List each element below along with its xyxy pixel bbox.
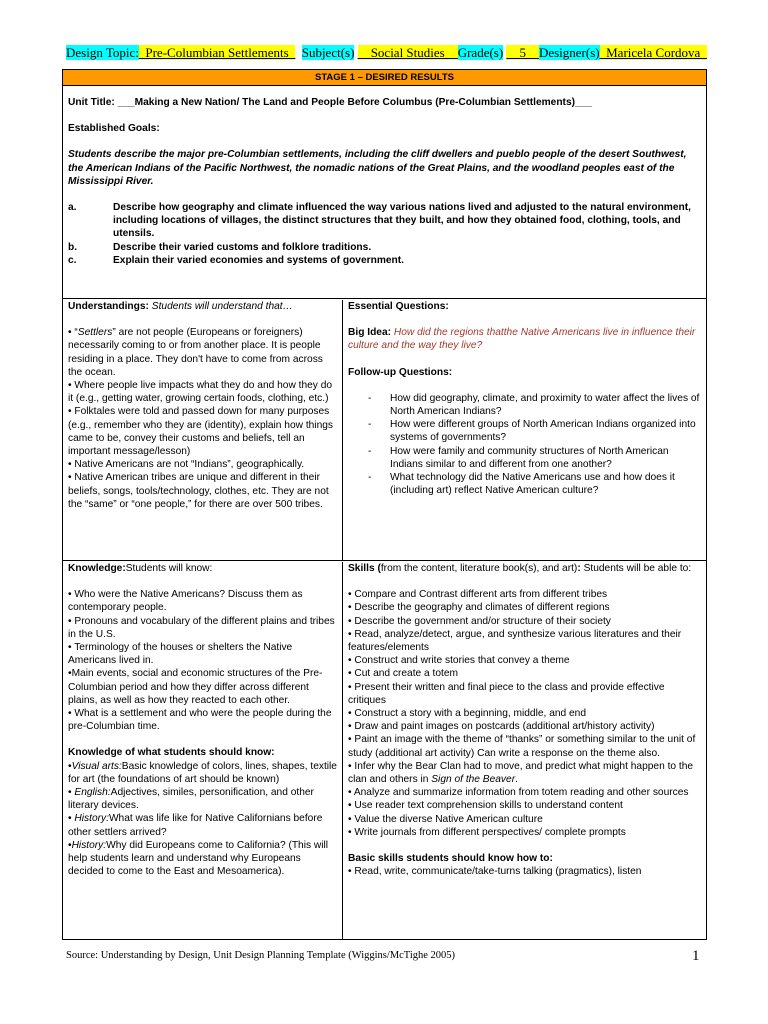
skill-item: • Analyze and summarize information from totem reading and other sources	[348, 787, 689, 799]
planning-template-table	[62, 69, 707, 940]
followup-question	[348, 392, 701, 418]
subject-knowledge-item	[68, 786, 337, 812]
design-header	[66, 45, 706, 63]
skills-heading: Skills (from the content, literature book(s), and art): Students will be able to:	[348, 563, 692, 574]
goal-item-label: b.	[68, 241, 78, 253]
big-idea: Big Idea: How did the regions thatthe Native Americans live in influence their culture and the way they live?	[348, 327, 696, 352]
goal-item-label: a.	[68, 202, 77, 214]
knowledge-label: Knowledge:	[68, 563, 126, 574]
question-text: How were different groups of North American Indians organized into systems of governments?	[390, 419, 696, 444]
understanding-item: • Native Americans are not “Indians”, geographically.	[68, 459, 305, 471]
knowledge-item: • Who were the Native Americans? Discuss them as contemporary people.	[68, 589, 303, 614]
understandings-intro: Students will understand that…	[148, 301, 293, 312]
subject-bullet: •	[68, 760, 72, 772]
subject-name: History:	[74, 813, 109, 825]
infer-bullet: • Infer why the Bear Clan had to move, and predict what might happen to the clan and others in Sign of the Beaver.	[348, 760, 694, 786]
skill-item: • Describe the geography and climates of different regions	[348, 602, 610, 614]
goal-item	[68, 254, 701, 267]
skills-list	[348, 588, 701, 760]
knowledge-item: •Main events, social and economic structures of the Pre-Columbian period and how they differ across different plains, as well as how they reacted to each other.	[68, 668, 323, 706]
goal-item-text: Describe their varied customs and folklore traditions.	[113, 241, 372, 253]
understandings-label: Understandings:	[68, 301, 149, 312]
stage-title: STAGE 1 – DESIRED RESULTS	[63, 70, 706, 86]
designer-value: _Maricela Cordova_	[599, 45, 707, 60]
understanding-item: • Folktales were told and passed down for many purposes (e.g., remember who they are (identity), explain how things came to be, convey their customs and beliefs, tell an important message/lesson)	[68, 406, 333, 458]
skill-item: • Paint an image with the theme of “thanks” or something similar to the unit of study (additional art activity) Can write a response on the theme also.	[348, 734, 696, 759]
subject-knowledge-item	[68, 812, 337, 838]
design-topic-value: _Pre-Columbian Settlements_	[138, 45, 296, 60]
skill-item: • Present their written and final piece to the class and provide effective critiques	[348, 681, 665, 706]
subject-value: __Social Studies__	[357, 45, 458, 60]
subject-text: What was life like for Native Californians before other settlers arrived?	[68, 813, 323, 838]
question-text: How were family and community structures of North American Indians similar to and different from one another?	[390, 445, 669, 470]
grade-label: Grade(s)	[457, 45, 504, 60]
skill-item: • Draw and paint images on postcards (additional art/history activity)	[348, 721, 655, 733]
subject-knowledge-item	[68, 839, 337, 879]
knowledge-intro: Students will know:	[125, 563, 213, 574]
understandings-list	[68, 379, 337, 511]
established-goals-label: Established Goals:	[68, 123, 160, 135]
basic-skill-item: • Read, write, communicate/take-turns talking (pragmatics), listen	[348, 866, 642, 878]
basic-skills-label: Basic skills students should know how to:	[348, 853, 553, 865]
basic-skills-list	[348, 865, 701, 878]
skill-item: • Value the diverse Native American culture	[348, 813, 543, 825]
skills-section	[343, 562, 706, 939]
design-topic-label: Design Topic:	[66, 45, 139, 60]
skill-item: • Write journals from different perspectives/ complete prompts	[348, 826, 626, 838]
followup-question	[348, 418, 701, 444]
knowledge-section	[63, 562, 343, 939]
grade-value: __5__	[506, 45, 539, 60]
skill-item: • Compare and Contrast different arts from different tribes	[348, 589, 608, 601]
know-subheading: Knowledge of what students should know:	[68, 747, 275, 759]
skill-item: • Cut and create a totem	[348, 668, 459, 680]
subject-label: Subject(s)	[301, 45, 355, 60]
goal-item	[68, 201, 701, 241]
subject-bullet: •	[68, 787, 75, 799]
subject-name: History:	[71, 839, 107, 851]
essential-questions-section	[343, 300, 706, 561]
unit-title: Unit Title: ___Making a New Nation/ The Land and People Before Columbus (Pre-Columbian Settlements)___	[68, 97, 593, 108]
subject-bullet: •	[68, 813, 75, 825]
goal-item-text: Explain their varied economies and systems of government.	[113, 254, 405, 266]
question-text: How did geography, climate, and proximity to water affect the lives of North American Indians?	[390, 392, 700, 418]
source-footer: Source: Understanding by Design, Unit Design Planning Template (Wiggins/McTighe 2005)	[66, 950, 456, 961]
designer-label: Designer(s)	[538, 45, 600, 60]
goals-text: Students describe the major pre-Columbian settlements, including the cliff dwellers and pueblo people of the desert Southwest, the American Indians of the Pacific Northwest, the nomadic nations of the Great Plains, and the woodland peoples east of the Mississippi River.	[68, 149, 687, 187]
followup-label: Follow-up Questions:	[348, 366, 453, 378]
skill-item: • Construct and write stories that convey a theme	[348, 655, 570, 667]
understanding-item: • Native American tribes are unique and different in their beliefs, songs, tools/technology, clothes, etc. They are not the “same” or “one people,” for there are over 500 tribes.	[68, 472, 329, 510]
skill-item: • Read, analyze/detect, argue, and synthesize various literatures and their features/elements	[348, 628, 682, 654]
skills-list-continued	[348, 786, 701, 839]
goal-item-label: c.	[68, 254, 77, 266]
subject-text: Why did Europeans come to California? (This will help students learn and understand why Europeans decided to come to the East and Mesoamerica).	[68, 839, 329, 878]
goal-list	[68, 201, 701, 267]
knowledge-list	[68, 588, 337, 733]
settlers-bullet: • “Settlers” are not people (Europeans or foreigners) necessarily coming to or from another place. It is people residing in a place. They don't have to come from across the ocean.	[68, 327, 323, 378]
knowledge-item: • Terminology of the houses or shelters the Native Americans lived in.	[68, 642, 293, 667]
question-dash: -	[368, 445, 372, 457]
followup-questions-list	[348, 392, 701, 498]
essential-questions-label: Essential Questions:	[348, 301, 449, 312]
page-number: 1	[692, 948, 700, 964]
question-dash: -	[368, 472, 372, 484]
understanding-item: • Where people live impacts what they do and how they do it (e.g., getting water, growing certain foods, clothing, etc.)	[68, 380, 333, 405]
subject-name: Visual arts:	[71, 760, 122, 772]
subject-knowledge-item	[68, 760, 337, 786]
knowledge-item: • What is a settlement and who were the people during the pre-Columbian time.	[68, 708, 332, 733]
followup-question	[348, 471, 701, 497]
skill-item: • Construct a story with a beginning, middle, and end	[348, 708, 587, 720]
skill-item: • Describe the government and/or structure of their society	[348, 615, 611, 627]
question-dash: -	[368, 419, 372, 431]
question-dash: -	[368, 392, 372, 404]
question-text: What technology did the Native Americans use and how does it (including art) reflect Native American culture?	[390, 472, 675, 497]
goal-item	[68, 241, 701, 254]
knowledge-item: • Pronouns and vocabulary of the different plains and tribes in the U.S.	[68, 615, 335, 640]
goals-section	[63, 86, 706, 299]
subject-knowledge-list	[68, 760, 337, 879]
skill-item: • Use reader text comprehension skills to understand content	[348, 800, 623, 812]
understandings-section	[63, 300, 343, 561]
goal-item-text: Describe how geography and climate influenced the way various nations lived and adjusted to the natural environment, including locations of villages, the distinct structures that they built, and how they obtained food, clothing, tools, and utensils.	[113, 202, 691, 240]
followup-question	[348, 445, 701, 471]
subject-bullet: •	[68, 839, 72, 851]
subject-text: Adjectives, similes, personification, and other literary devices.	[68, 787, 314, 812]
subject-text: Basic knowledge of colors, lines, shapes, textile for art (the foundations of art should be known)	[68, 760, 337, 785]
subject-name: English:	[74, 787, 111, 799]
